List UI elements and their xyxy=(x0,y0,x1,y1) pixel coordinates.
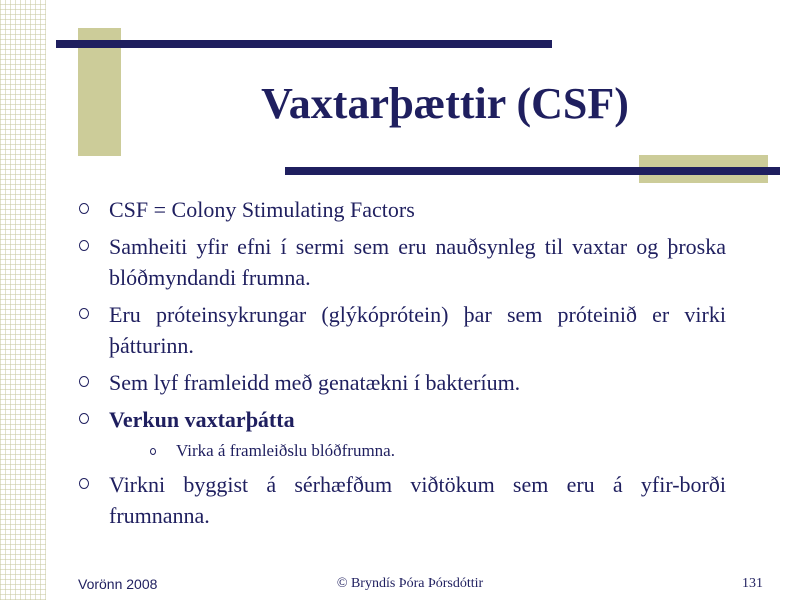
hollow-circle-bullet-icon xyxy=(79,376,89,387)
small-circle-bullet-icon xyxy=(150,448,156,455)
slide-number: 131 xyxy=(742,576,763,591)
bullet-text: Virkni byggist á sérhæfðum viðtökum sem eru á yfir-borði frumnanna. xyxy=(109,472,726,528)
decorative-grid-strip xyxy=(0,0,46,600)
bullet-item xyxy=(78,299,726,361)
hollow-circle-bullet-icon xyxy=(79,413,89,424)
bullet-item-heading xyxy=(78,404,726,463)
hollow-circle-bullet-icon xyxy=(79,478,89,489)
bullet-item xyxy=(78,367,726,398)
footer-copyright: © Bryndís Þóra Þórsdóttir xyxy=(336,576,484,591)
bullet-text: Verkun vaxtarþátta xyxy=(109,407,295,432)
bullet-text: Samheiti yfir efni í sermi sem eru nauðsynleg til vaxtar og þroska blóðmyndandi frumna. xyxy=(109,234,726,290)
bullet-item xyxy=(78,231,726,293)
bullet-text: Sem lyf framleidd með genatækni í bakteríum. xyxy=(109,370,521,395)
hollow-circle-bullet-icon xyxy=(79,203,89,214)
bullet-list xyxy=(78,194,726,531)
sub-bullet-item xyxy=(109,439,726,463)
decorative-navy-bar-top xyxy=(56,40,552,48)
bullet-item xyxy=(78,469,726,531)
slide-title: Vaxtarþættir (CSF) xyxy=(261,79,629,128)
sub-bullet-text: Virka á framleiðslu blóðfrumna. xyxy=(176,441,395,460)
hollow-circle-bullet-icon xyxy=(79,308,89,319)
hollow-circle-bullet-icon xyxy=(79,240,89,251)
bullet-text: Eru próteinsykrungar (glýkóprótein) þar sem próteinið er virki þátturinn. xyxy=(109,302,726,358)
bullet-text: CSF = Colony Stimulating Factors xyxy=(109,197,415,222)
footer-term: Vorönn 2008 xyxy=(78,576,158,592)
decorative-navy-bar-bottom xyxy=(285,167,780,175)
bullet-item xyxy=(78,194,726,225)
